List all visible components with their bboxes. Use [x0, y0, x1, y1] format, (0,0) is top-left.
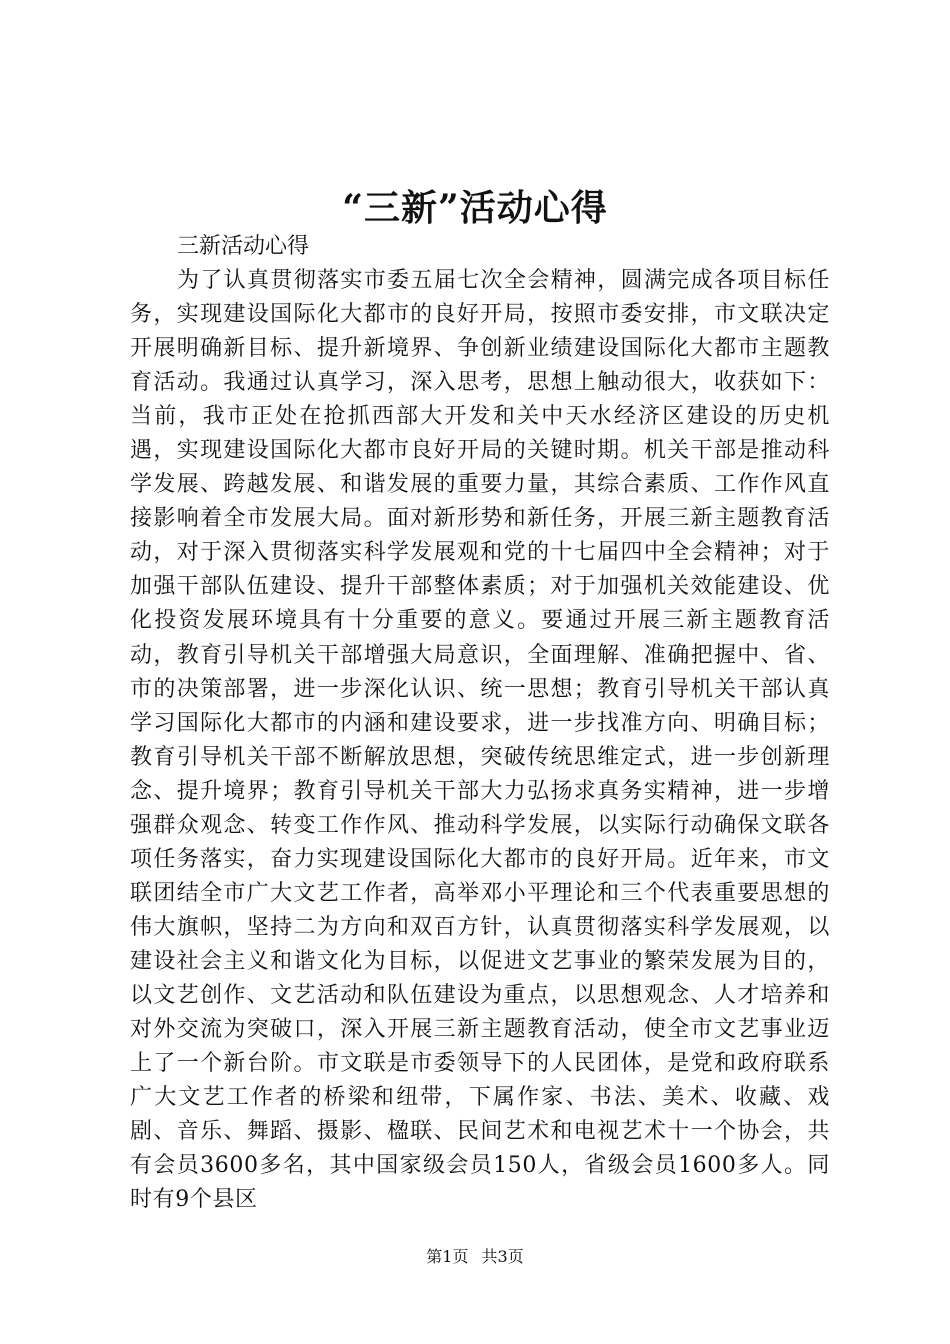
document-subtitle: 三新活动心得	[177, 234, 310, 259]
document-body	[130, 230, 830, 1217]
body-paragraph: 为了认真贯彻落实市委五届七次全会精神，圆满完成各项目标任务，实现建设国际化大都市的良好开局，按照市委安排，市文联决定开展明确新目标、提升新境界、争创新业绩建设国际化大都市主题教育活动。我通过认真学习，深入思考，思想上触动很大，收获如下：当前，我市正处在抢抓西部大开发和关中天水经济区建设的历史机遇，实现建设国际化大都市良好开局的关键时期。机关干部是推动科学发展、跨越发展、和谐发展的重要力量，其综合素质、工作作风直接影响着全市发展大局。面对新形势和新任务，开展三新主题教育活动，对于深入贯彻落实科学发展观和党的十七届四中全会精神；对于加强干部队伍建设、提升干部整体素质；对于加强机关效能建设、优化投资发展环境具有十分重要的意义。要通过开展三新主题教育活动，教育引导机关干部增强大局意识，全面理解、准确把握中、省、市的决策部署，进一步深化认识、统一思想；教育引导机关干部认真学习国际化大都市的内涵和建设要求，进一步找准方向、明确目标；教育引导机关干部不断解放思想，突破传统思维定式，进一步创新理念、提升境界；教育引导机关干部大力弘扬求真务实精神，进一步增强群众观念、转变工作作风、推动科学发展，以实际行动确保文联各项任务落实，奋力实现建设国际化大都市的良好开局。近年来，市文联团结全市广大文艺工作者，高举邓小平理论和三个代表重要思想的伟大旗帜，坚持二为方向和双百方针，认真贯彻落实科学发展观，以建设社会主义和谐文化为目标，以促进文艺事业的繁荣发展为目的，以文艺创作、文艺活动和队伍建设为重点，以思想观念、人才培养和对外交流为突破口，深入开展三新主题教育活动，使全市文艺事业迈上了一个新台阶。市文联是市委领导下的人民团体，是党和政府联系广大文艺工作者的桥梁和纽带，下属作家、书法、美术、收藏、戏剧、音乐、舞蹈、摄影、楹联、民间艺术和电视艺术十一个协会，共有会员3600多名，其中国家级会员150人，省级会员1600多人。同时有9个县区	[130, 268, 830, 1213]
page-footer	[0, 1245, 950, 1269]
page-total: 共3页	[481, 1247, 524, 1266]
page-number: 第1页	[426, 1247, 469, 1266]
page-title: “三新”活动心得	[342, 187, 608, 229]
